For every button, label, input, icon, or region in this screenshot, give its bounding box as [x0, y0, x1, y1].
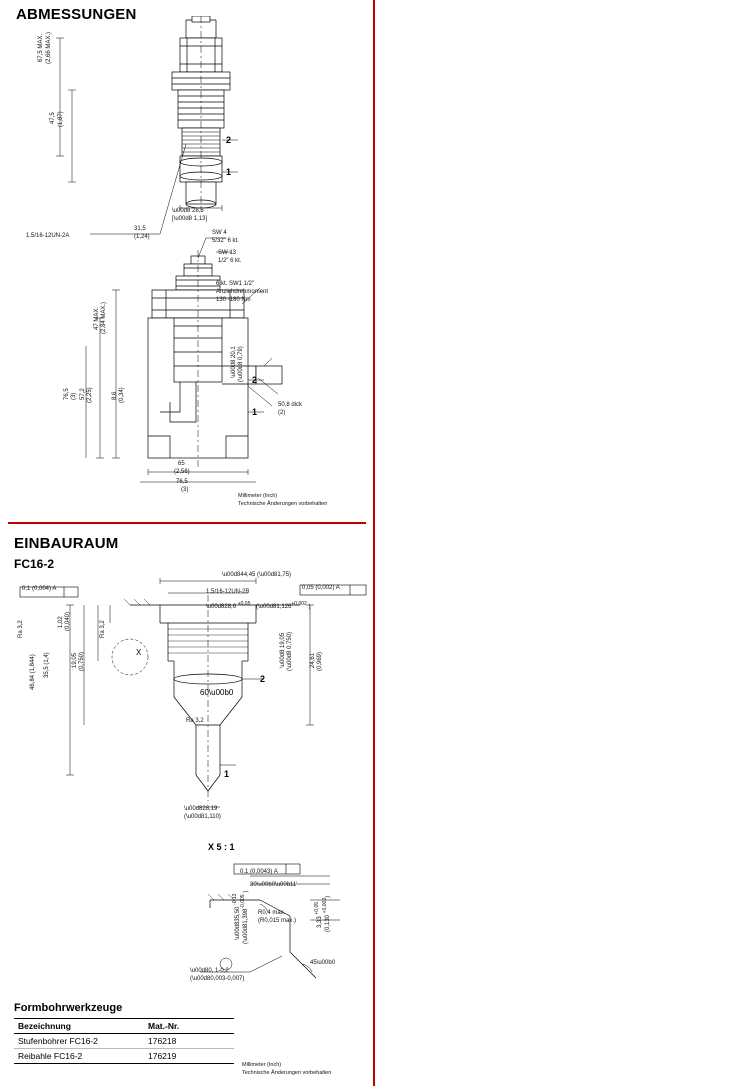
- dim-76-5-b-inch: (3): [181, 487, 189, 493]
- dim-d28-6-cav-inch: ($\backslash u00d81,126^{+0,002}$ ): [256, 601, 311, 610]
- cell-bezeichnung: Stufenbohrer FC16-2: [14, 1034, 144, 1049]
- gdt-flatness-a: 0,1 (0,004) A: [22, 586, 57, 592]
- dim-45deg: 45\u00b0: [310, 960, 336, 966]
- svg-text:60\u00b0: 60\u00b0: [200, 688, 234, 697]
- svg-text:1: 1: [226, 167, 232, 177]
- cartridge-valve-drawing: [20, 16, 350, 236]
- dim-67-5-max: 67,5 MAX.: [38, 33, 44, 62]
- footnote-mm-inch-2: Millimeter (Inch): [242, 1062, 282, 1068]
- svg-text:2: 2: [252, 375, 258, 385]
- svg-text:1: 1: [252, 407, 258, 417]
- torque-note-1: 6 kt. SW1 1/2": [216, 281, 255, 287]
- col-matnr: Mat.-Nr.: [144, 1019, 234, 1034]
- dim-sw4-hex: 5/32" 6 kt.: [212, 238, 239, 244]
- svg-text:2: 2: [226, 135, 232, 145]
- dim-d20-1-inch: (\u00d8 0,79): [238, 346, 244, 382]
- dim-50-8-inch: (2): [278, 410, 286, 416]
- cell-bezeichnung: Reibahle FC16-2: [14, 1049, 144, 1064]
- torque-note-2: Anziehdrehmoment: [216, 289, 269, 295]
- einbauraum-title: EINBAURAUM: [14, 535, 119, 552]
- dim-d28-6: \u00d8 28,6: [172, 208, 204, 214]
- dim-thread-cavity: 1.5/16-12UN-2B: [206, 589, 250, 595]
- dim-8-6-inch: (0,34): [119, 387, 125, 403]
- formbohrwerkzeuge-table: [14, 1018, 234, 1064]
- dim-d28-19: \u00d828,19: [184, 806, 218, 812]
- dim-d35-50-inch: ($\backslash u00d81,398^{-0,005}$ ): [240, 890, 249, 944]
- dim-50-8-dick: 50,8 dick: [278, 402, 303, 408]
- dim-3-33: 3,33 $^{+0,05}$: [314, 901, 323, 928]
- svg-text:X: X: [136, 648, 142, 657]
- dim-3-33-inch: (0,130 $^{+0,002}$): [322, 895, 331, 932]
- valve-with-housing-drawing: [20, 226, 350, 506]
- dim-8-6: 8,6: [112, 391, 118, 400]
- dim-31-5-inch: (1,24): [134, 234, 150, 240]
- dim-d28-19-inch: (\u00d81,110): [184, 814, 221, 820]
- footnote-changes-2: Technische Änderungen vorbehalten: [242, 1070, 332, 1076]
- col-bezeichnung: Bezeichnung: [14, 1019, 144, 1034]
- einbauraum-subtitle: FC16-2: [14, 557, 55, 571]
- dim-d19-05: \u00d8 19,05: [280, 632, 286, 668]
- dim-47-max-inch: (2,84 MAX.): [101, 301, 107, 334]
- table-row: [14, 1049, 234, 1064]
- footnote-changes-1: Technische Änderungen vorbehalten: [238, 501, 328, 507]
- dim-24-61-inch: (0,969): [317, 651, 323, 671]
- dim-46-84: 46,84 (1,844): [30, 654, 36, 690]
- surface-ra32-cone: Ra 3,2: [186, 718, 204, 724]
- dim-sw13-hex: 1/2" 6 kt.: [218, 258, 242, 264]
- cavity-drawing: [10, 575, 370, 835]
- dim-57-2-inch: (2,25): [87, 387, 93, 403]
- dim-d01-inch: (\u00d80,003-0,007): [190, 976, 245, 982]
- dim-57-2: 57,2: [80, 388, 86, 400]
- surface-ra32-left: Ra 3,2: [18, 620, 24, 638]
- dim-47-5: 47,5: [50, 112, 56, 124]
- dim-d28-6-inch: [\u00d8 1,13]: [172, 216, 208, 222]
- dim-24-61: 24,61: [310, 652, 316, 668]
- dim-1-02-inch: (0,040): [65, 611, 71, 631]
- dim-d01: \u00d80, 1-0,2: [190, 968, 229, 974]
- table-row: [14, 1034, 234, 1049]
- formbohrwerkzeuge-title: Formbohrwerkzeuge: [14, 1002, 123, 1014]
- surface-ra32-right: Ra 3,2: [100, 620, 106, 638]
- thread-note-top: 1.5/16-12UN-2A: [26, 233, 70, 239]
- dim-76-5-a: 76,5: [64, 388, 70, 400]
- abmessungen-title: ABMESSUNGEN: [16, 6, 137, 23]
- dim-47-5-inch: (1,87): [58, 111, 64, 127]
- dim-d20-1: \u00d8 20,1: [231, 346, 237, 378]
- svg-text:2: 2: [260, 674, 266, 684]
- dim-r04: R0,4 max.: [258, 910, 286, 916]
- gdt-detail-x: 0,1 (0,0043) A: [240, 869, 278, 875]
- footnote-mm-inch-1: Millimeter (Inch): [238, 493, 278, 499]
- dim-30deg: 30\u00b0\u00b11': [250, 882, 298, 888]
- dim-65: 65: [178, 461, 185, 467]
- svg-text:1: 1: [224, 769, 230, 779]
- dim-35-5: 35,5 (1,4): [44, 652, 50, 678]
- dim-sw4: SW 4: [212, 230, 227, 236]
- dim-19-05-inch: (0,750): [79, 651, 85, 671]
- dim-d44-45: \u00d844,45 (\u00d81,75): [222, 572, 292, 578]
- dim-19-05: 19,05: [72, 652, 78, 668]
- right-column: [375, 0, 750, 1086]
- gdt-position-a: 0,05 (0,002) A: [302, 585, 340, 591]
- dim-r04-inch: (R0,015 max.): [258, 918, 297, 924]
- dim-76-5-a-inch: (3): [71, 392, 77, 400]
- dim-d19-05-inch: (\u00d8 0,750): [287, 631, 293, 671]
- dim-sw13: SW 13: [218, 250, 237, 256]
- dim-65-inch: (2,56): [174, 469, 190, 475]
- torque-note-3: 130 -180 Nm: [216, 297, 251, 303]
- cell-matnr: 176219: [144, 1049, 234, 1064]
- dim-1-02: 1,02: [58, 616, 64, 628]
- dim-d28-6-cav: \u00d828,6 $^{+0,05}$: [206, 601, 251, 610]
- dim-d35-50: \u00d835,50 $^{-0,13}$: [232, 893, 241, 940]
- cell-matnr: 176218: [144, 1034, 234, 1049]
- dim-31-5: 31,5: [134, 226, 146, 232]
- dim-67-5-max-inch: (2,66 MAX.): [46, 31, 52, 64]
- detail-x-scale-label: X 5 : 1: [208, 842, 235, 852]
- left-column: [0, 0, 373, 1086]
- dim-47-max: 47 MAX.: [94, 306, 100, 330]
- dim-76-5-b: 76,5: [176, 479, 188, 485]
